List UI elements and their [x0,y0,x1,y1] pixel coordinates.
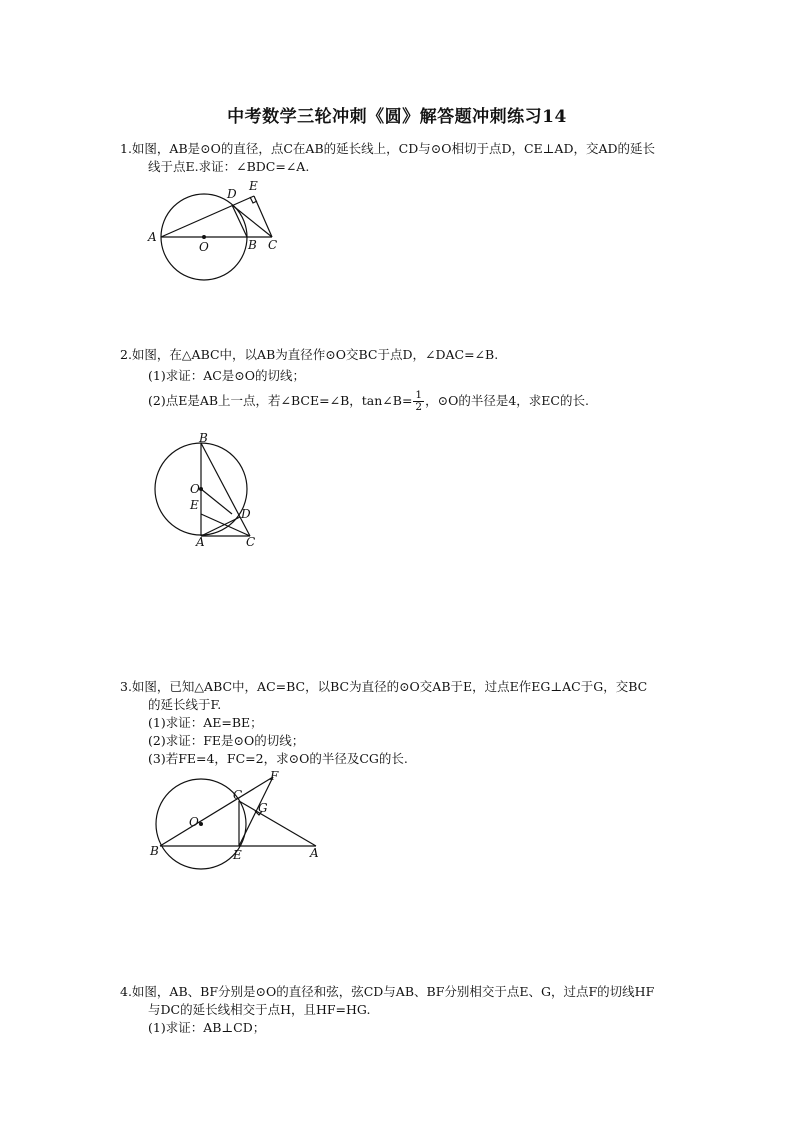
problem-3-part-1: (1)求证：AE=BE； [148,715,263,730]
p1-label-d: D [227,187,237,201]
p1-label-o: O [199,240,209,254]
p3-label-a: A [310,846,319,860]
p3-label-b: B [150,844,159,858]
p2-label-d: D [241,507,251,521]
problem-2-line-1: 2.如图，在△ABC中，以AB为直径作⊙O交BC于点D，∠DAC=∠B. [120,347,499,362]
p2-label-e: E [190,498,199,512]
p3-label-c: C [233,788,243,802]
p1-label-b: B [248,238,257,252]
p3-label-e: E [233,848,242,862]
problem-3-line-2: 的延长线于F. [148,697,222,712]
problem-3-part-3: (3)若FE=4，FC=2，求⊙O的半径及CG的长. [148,751,408,766]
problem-3-line-1: 3.如图，已知△ABC中，AC=BC，以BC为直径的⊙O交AB于E，过点E作EG⊥AC于G，交BC [120,679,648,694]
p3-center-dot [199,822,203,826]
p2-label-b: B [199,431,208,445]
problem-4-line-2: 与DC的延长线相交于点H，且HF=HG. [148,1002,371,1017]
p1-label-a: A [148,230,157,244]
page-title: 中考数学三轮冲刺《圆》解答题冲刺练习14 [227,107,567,127]
p3-label-g: G [258,801,268,815]
problem-4-line-1: 4.如图，AB、BF分别是⊙O的直径和弦，弦CD与AB、BF分别相交于点E、G，过点F的切线HF [120,984,655,999]
problem-2-part-2-before: (2)点E是AB上一点，若∠BCE=∠B，tan∠B= [148,393,413,408]
p2-label-o: O [190,482,200,496]
p2-label-c: C [246,535,256,549]
p3-label-f: F [270,769,279,783]
fraction-numerator: 1 [415,389,423,401]
problem-2-part-1: (1)求证：AC是⊙O的切线； [148,368,306,383]
problem-4-part-1: (1)求证：AB⊥CD； [148,1020,266,1035]
p1-label-c: C [268,238,278,252]
problem-1-line-1: 1.如图，AB是⊙O的直径，点C在AB的延长线上，CD与⊙O相切于点D，CE⊥AD，交AD的延长 [120,141,656,156]
problem-1-line-2: 线于点E.求证：∠BDC=∠A. [148,159,310,174]
fraction-denominator: 2 [415,401,423,413]
p1-label-e: E [249,179,258,193]
p3-label-o: O [189,815,199,829]
problem-2-part-2-after: ，⊙O的半径是4，求EC的长. [425,393,589,408]
p2-label-a: A [196,535,205,549]
problem-3-part-2: (2)求证：FE是⊙O的切线； [148,733,305,748]
